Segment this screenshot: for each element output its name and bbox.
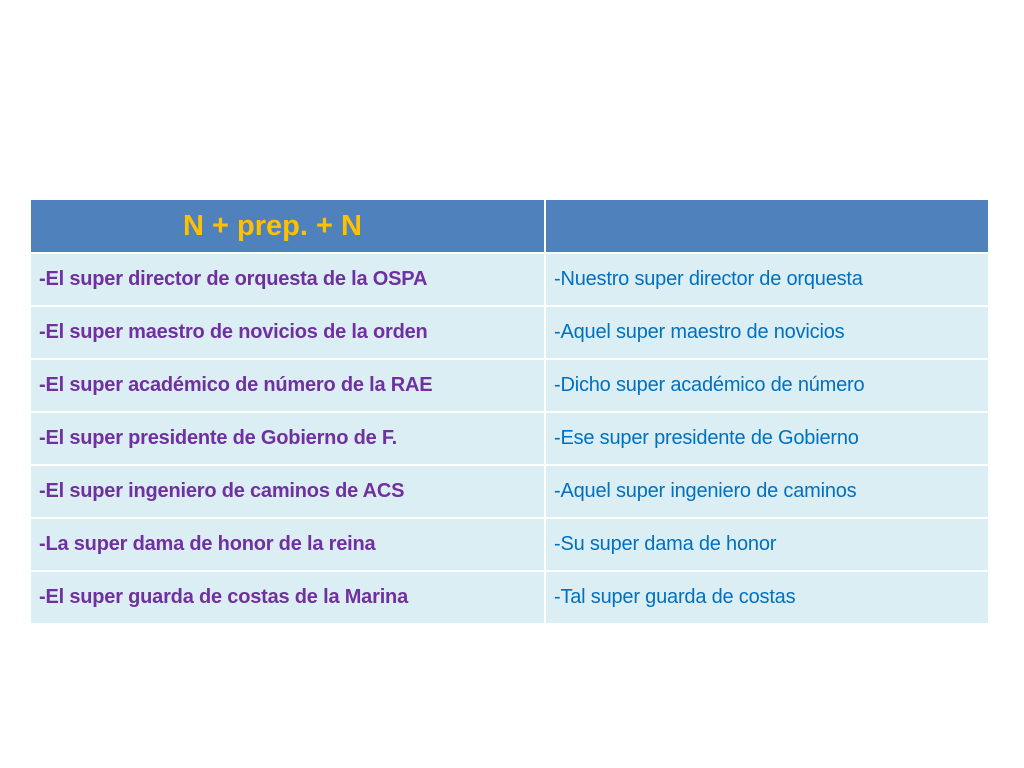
phrase-table (29, 198, 990, 625)
row-cell-full-phrase: -El super presidente de Gobierno de F. (30, 412, 545, 465)
table-row (30, 359, 989, 412)
row-cell-determined-phrase: -Su super dama de honor (545, 518, 989, 571)
table-row (30, 253, 989, 306)
row-cell-determined-phrase: -Tal super guarda de costas (545, 571, 989, 624)
row-cell-full-phrase: -El super ingeniero de caminos de ACS (30, 465, 545, 518)
row-cell-full-phrase: -La super dama de honor de la reina (30, 518, 545, 571)
row-cell-determined-phrase: -Ese super presidente de Gobierno (545, 412, 989, 465)
table-header-row (30, 199, 989, 253)
row-cell-determined-phrase: -Aquel super ingeniero de caminos (545, 465, 989, 518)
row-cell-determined-phrase: -Aquel super maestro de novicios (545, 306, 989, 359)
table-row (30, 465, 989, 518)
table-row (30, 412, 989, 465)
row-cell-determined-phrase: -Dicho super académico de número (545, 359, 989, 412)
row-cell-determined-phrase: -Nuestro super director de orquesta (545, 253, 989, 306)
table-row (30, 306, 989, 359)
header-cell-empty (545, 199, 989, 253)
row-cell-full-phrase: -El super director de orquesta de la OSPA (30, 253, 545, 306)
row-cell-full-phrase: -El super guarda de costas de la Marina (30, 571, 545, 624)
header-cell-pattern: N + prep. + N (30, 199, 545, 253)
row-cell-full-phrase: -El super académico de número de la RAE (30, 359, 545, 412)
table-row (30, 518, 989, 571)
table-row (30, 571, 989, 624)
row-cell-full-phrase: -El super maestro de novicios de la orden (30, 306, 545, 359)
